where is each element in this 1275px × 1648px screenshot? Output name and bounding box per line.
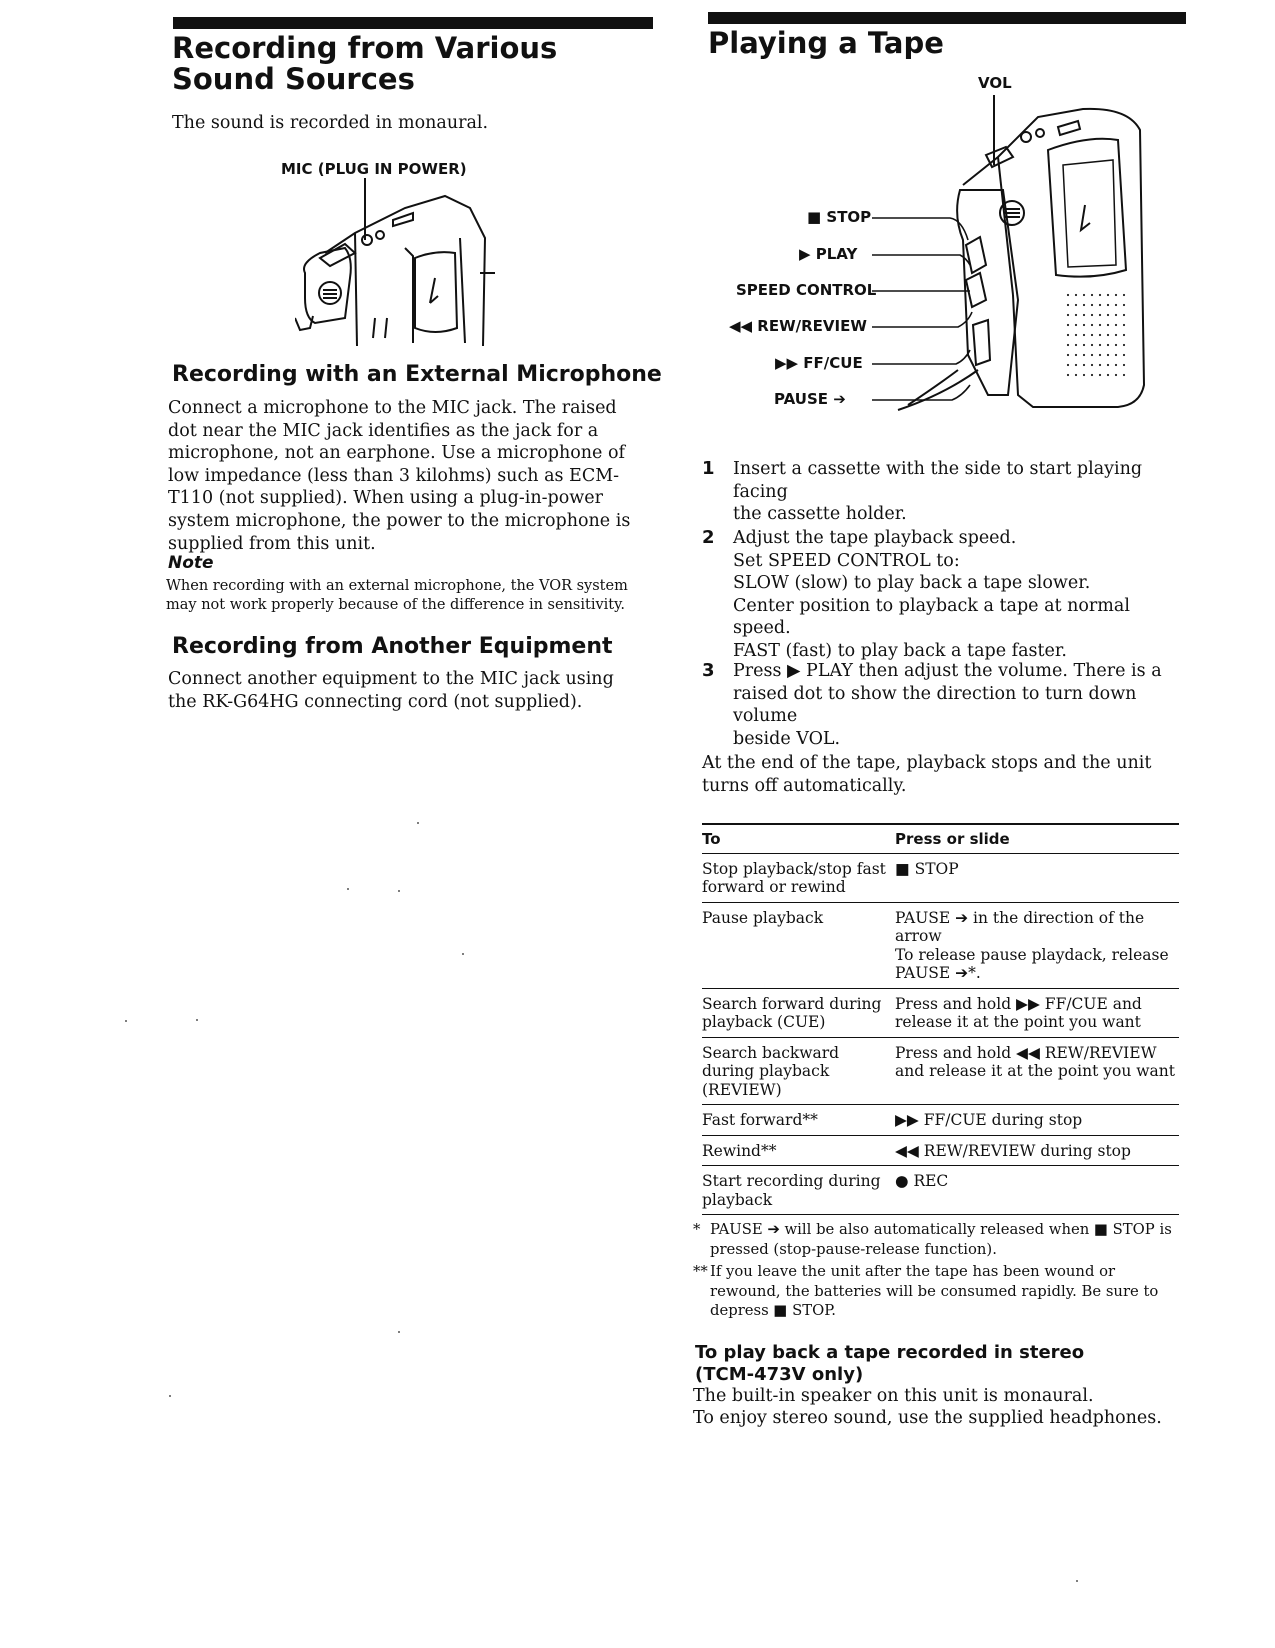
section-heading-external-mic: Recording with an External Microphone [172, 362, 662, 387]
table-cell-control [895, 1166, 1179, 1215]
play-label: ▶ PLAY [799, 245, 858, 263]
scan-speck [398, 1331, 400, 1333]
scan-speck [196, 1019, 198, 1021]
left-page-title: Recording from Various Sound Sources [172, 31, 558, 96]
step-line: raised dot to show the direction to turn down volume [733, 683, 1137, 727]
table-cell-text: ◀◀ REW/REVIEW during stop [895, 1141, 1131, 1160]
table-cell-text: Search backward during playback (REVIEW) [702, 1043, 840, 1099]
left-header-rule [173, 17, 653, 29]
table-cell-text: Press and hold ◀◀ REW/REVIEW and release it at the point you want [895, 1043, 1175, 1080]
table-cell-control [895, 1105, 1179, 1136]
footnote-text: PAUSE ➔ will be also automatically released when ■ STOP is pressed (stop-pause-release function). [710, 1221, 1172, 1258]
footnote-mark: * [693, 1221, 701, 1238]
table-cell-action [702, 1135, 895, 1166]
table-row [702, 1037, 1179, 1105]
right-header-rule [708, 12, 1186, 24]
scan-speck [1076, 1580, 1078, 1582]
table-cell-action [702, 988, 895, 1037]
table-cell-text: Pause playback [702, 908, 824, 927]
scan-speck [347, 888, 349, 890]
pause-label: PAUSE ➔ [774, 390, 846, 408]
end-of-tape-note: At the end of the tape, playback stops and the unit turns off automatically. [702, 753, 1152, 796]
section-heading-another-equipment: Recording from Another Equipment [172, 634, 613, 659]
step-line: Press ▶ PLAY then adjust the volume. There is a [733, 661, 1162, 681]
table-cell-control [895, 902, 1179, 988]
table-cell-text: Rewind** [702, 1141, 777, 1160]
step-line: Insert a cassette with the side to start playing facing [733, 459, 1143, 502]
table-header: Press or slide [895, 824, 1179, 853]
scan-speck [417, 822, 419, 824]
stereo-line: To enjoy stereo sound, use the supplied headphones. [693, 1408, 1162, 1428]
step-line: the cassette holder. [733, 504, 907, 525]
ff-cue-label: ▶▶ FF/CUE [775, 354, 863, 372]
table-row [702, 1166, 1179, 1215]
table-cell-text: ● REC [895, 1172, 949, 1190]
table-cell-text: Start recording during playback [702, 1172, 881, 1209]
step-number: 3 [702, 660, 715, 681]
table-cell-text: Search forward during playback (CUE) [702, 994, 882, 1031]
table-header-row [702, 824, 1179, 853]
stereo-heading: To play back a tape recorded in stereo (TCM-473V only) [695, 1342, 1085, 1385]
table-cell-text: Fast forward** [702, 1111, 818, 1129]
scan-speck [462, 953, 464, 955]
footnote-mark: ** [693, 1263, 708, 1280]
right-page-title: Playing a Tape [708, 26, 944, 60]
section-text-external-mic: Connect a microphone to the MIC jack. The raised dot near the MIC jack identifies as the jack for a microphone, not an earphone. Use a microphone of low impedance (less than 3 kilohms) such as ECM-T110 (not supplied). When using a plug-in-power system microphone, the power to the microphone is supplied from this unit. [168, 398, 631, 554]
step-line: Adjust the tape playback speed. [733, 528, 1017, 548]
operations-table [702, 823, 1179, 1215]
step-line: FAST (fast) to play back a tape faster. [733, 640, 1067, 661]
table-cell-action [702, 853, 895, 902]
intro-text: The sound is recorded in monaural. [172, 113, 489, 133]
table-cell-text: ■ STOP [895, 859, 959, 878]
table-row [702, 1135, 1179, 1166]
table-cell-action [702, 902, 895, 988]
stop-label: ■ STOP [807, 208, 872, 226]
mic-label: MIC (PLUG IN POWER) [281, 160, 467, 178]
table-cell-control [895, 988, 1179, 1037]
step-line: beside VOL. [733, 728, 841, 749]
vol-label: VOL [978, 74, 1012, 92]
table-cell-action [702, 1037, 895, 1105]
table-cell-control [895, 1135, 1179, 1166]
stereo-line: The built-in speaker on this unit is monaural. [693, 1386, 1094, 1406]
footnote-text: If you leave the unit after the tape has been wound or rewound, the batteries will be consumed rapidly. Be sure to depress ■ STOP. [710, 1263, 1159, 1319]
table-header: To [702, 824, 895, 853]
step-number: 1 [702, 458, 715, 479]
table-row [702, 988, 1179, 1037]
table-cell-text: PAUSE ➔ in the direction of the arrow [895, 908, 1145, 945]
step-line: SLOW (slow) to play back a tape slower. [733, 573, 1091, 594]
diagram-leader-lines [870, 200, 980, 410]
scan-speck [125, 1020, 127, 1022]
table-cell-control [895, 1037, 1179, 1105]
table-cell-text: ▶▶ FF/CUE during stop [895, 1111, 1083, 1129]
note-heading: Note [168, 553, 214, 573]
section-text-another-equipment: Connect another equipment to the MIC jack using the RK-G64HG connecting cord (not supplied). [168, 669, 614, 712]
table-cell-control [895, 853, 1179, 902]
table-cell-text: To release pause playdack, release PAUSE ➔*. [895, 945, 1169, 982]
step-line: Center position to playback a tape at normal speed. [733, 595, 1130, 639]
note-text: When recording with an external microphone, the VOR system may not work properly because of the difference in sensitivity. [166, 578, 628, 613]
recorder-illustration-left [295, 178, 505, 353]
step-line: Set SPEED CONTROL to: [733, 550, 960, 571]
scan-speck [398, 890, 400, 892]
table-cell-action [702, 1166, 895, 1215]
table-cell-text: Stop playback/stop fast forward or rewind [702, 859, 886, 896]
table-cell-action [702, 1105, 895, 1136]
scan-speck [169, 1395, 171, 1397]
table-row [702, 853, 1179, 902]
speed-control-label: SPEED CONTROL [736, 281, 877, 299]
rew-review-label: ◀◀ REW/REVIEW [729, 317, 867, 335]
table-row [702, 902, 1179, 988]
table-cell-text: Press and hold ▶▶ FF/CUE and release it at the point you want [895, 994, 1142, 1031]
table-row [702, 1105, 1179, 1136]
step-number: 2 [702, 527, 715, 548]
